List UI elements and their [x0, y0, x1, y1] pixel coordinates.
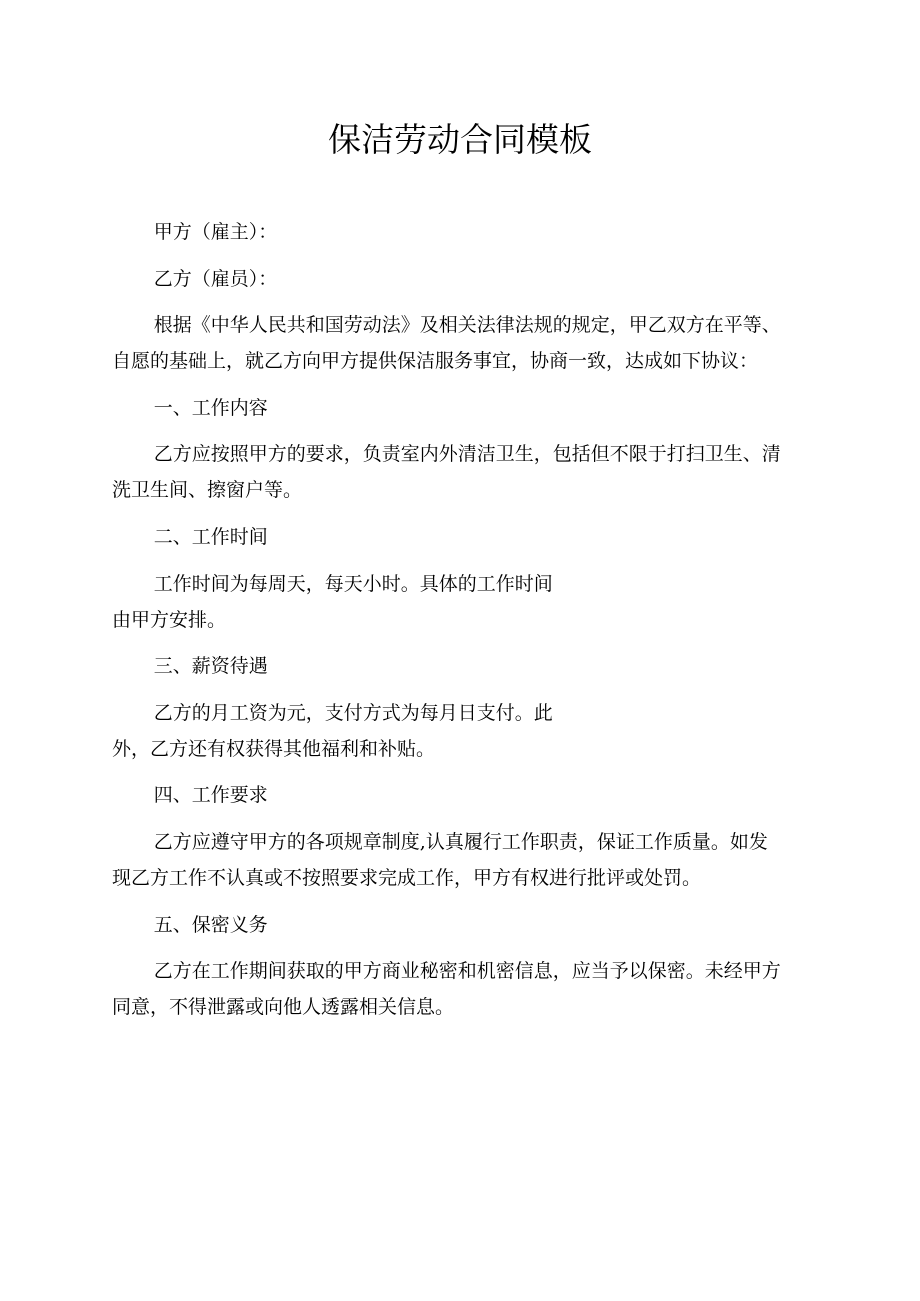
intro-line-1: 根据《中华人民共和国劳动法》及相关法律法规的规定，甲乙双方在平等、 — [153, 314, 781, 337]
party-b-line — [112, 261, 824, 297]
section-2-paragraph — [112, 566, 824, 638]
section-1-paragraph — [112, 436, 824, 508]
intro-paragraph — [112, 307, 824, 379]
section-1-line-2: 洗卫生间、擦窗户等。 — [112, 479, 303, 502]
section-2-heading — [112, 519, 824, 555]
section-2-line-2: 由甲方安排。 — [112, 608, 227, 631]
section-5-line-1: 乙方在工作期间获取的甲方商业秘密和机密信息，应当予以保密。未经甲方 — [153, 960, 781, 983]
section-heading: 一、工作内容 — [153, 396, 268, 419]
section-3-heading — [112, 648, 824, 684]
section-heading: 五、保密义务 — [153, 913, 268, 936]
intro-line-2: 自愿的基础上，就乙方向甲方提供保洁服务事宜，协商一致，达成如下协议： — [112, 350, 759, 373]
section-4-line-1: 乙方应遵守甲方的各项规章制度,认真履行工作职责，保证工作质量。如发 — [153, 830, 768, 853]
section-heading: 三、薪资待遇 — [153, 655, 268, 678]
section-5-heading — [112, 907, 824, 943]
section-3-line-2: 外，乙方还有权获得其他福利和补贴。 — [112, 737, 436, 760]
section-4-heading — [112, 777, 824, 813]
section-3-line-1: 乙方的月工资为元，支付方式为每月日支付。此 — [153, 701, 553, 724]
section-heading: 四、工作要求 — [153, 784, 268, 807]
section-1-line-1: 乙方应按照甲方的要求，负责室内外清洁卫生，包括但不限于打扫卫生、清 — [153, 443, 781, 466]
section-2-line-1: 工作时间为每周天，每天小时。具体的工作时间 — [153, 572, 553, 595]
document-body — [112, 214, 824, 1036]
party-b-text: 乙方（雇员）： — [153, 267, 278, 290]
section-1-heading — [112, 390, 824, 426]
section-heading: 二、工作时间 — [153, 525, 268, 548]
section-4-line-2: 现乙方工作不认真或不按照要求完成工作，甲方有权进行批评或处罚。 — [112, 866, 702, 889]
section-5-line-2: 同意，不得泄露或向他人透露相关信息。 — [112, 996, 455, 1019]
section-3-paragraph — [112, 695, 824, 767]
party-a-text: 甲方（雇主）： — [153, 221, 278, 243]
party-a-line — [112, 214, 824, 250]
document-title: 保洁劳动合同模板 — [328, 120, 592, 159]
section-4-paragraph — [112, 824, 824, 896]
section-5-paragraph — [112, 953, 824, 1025]
